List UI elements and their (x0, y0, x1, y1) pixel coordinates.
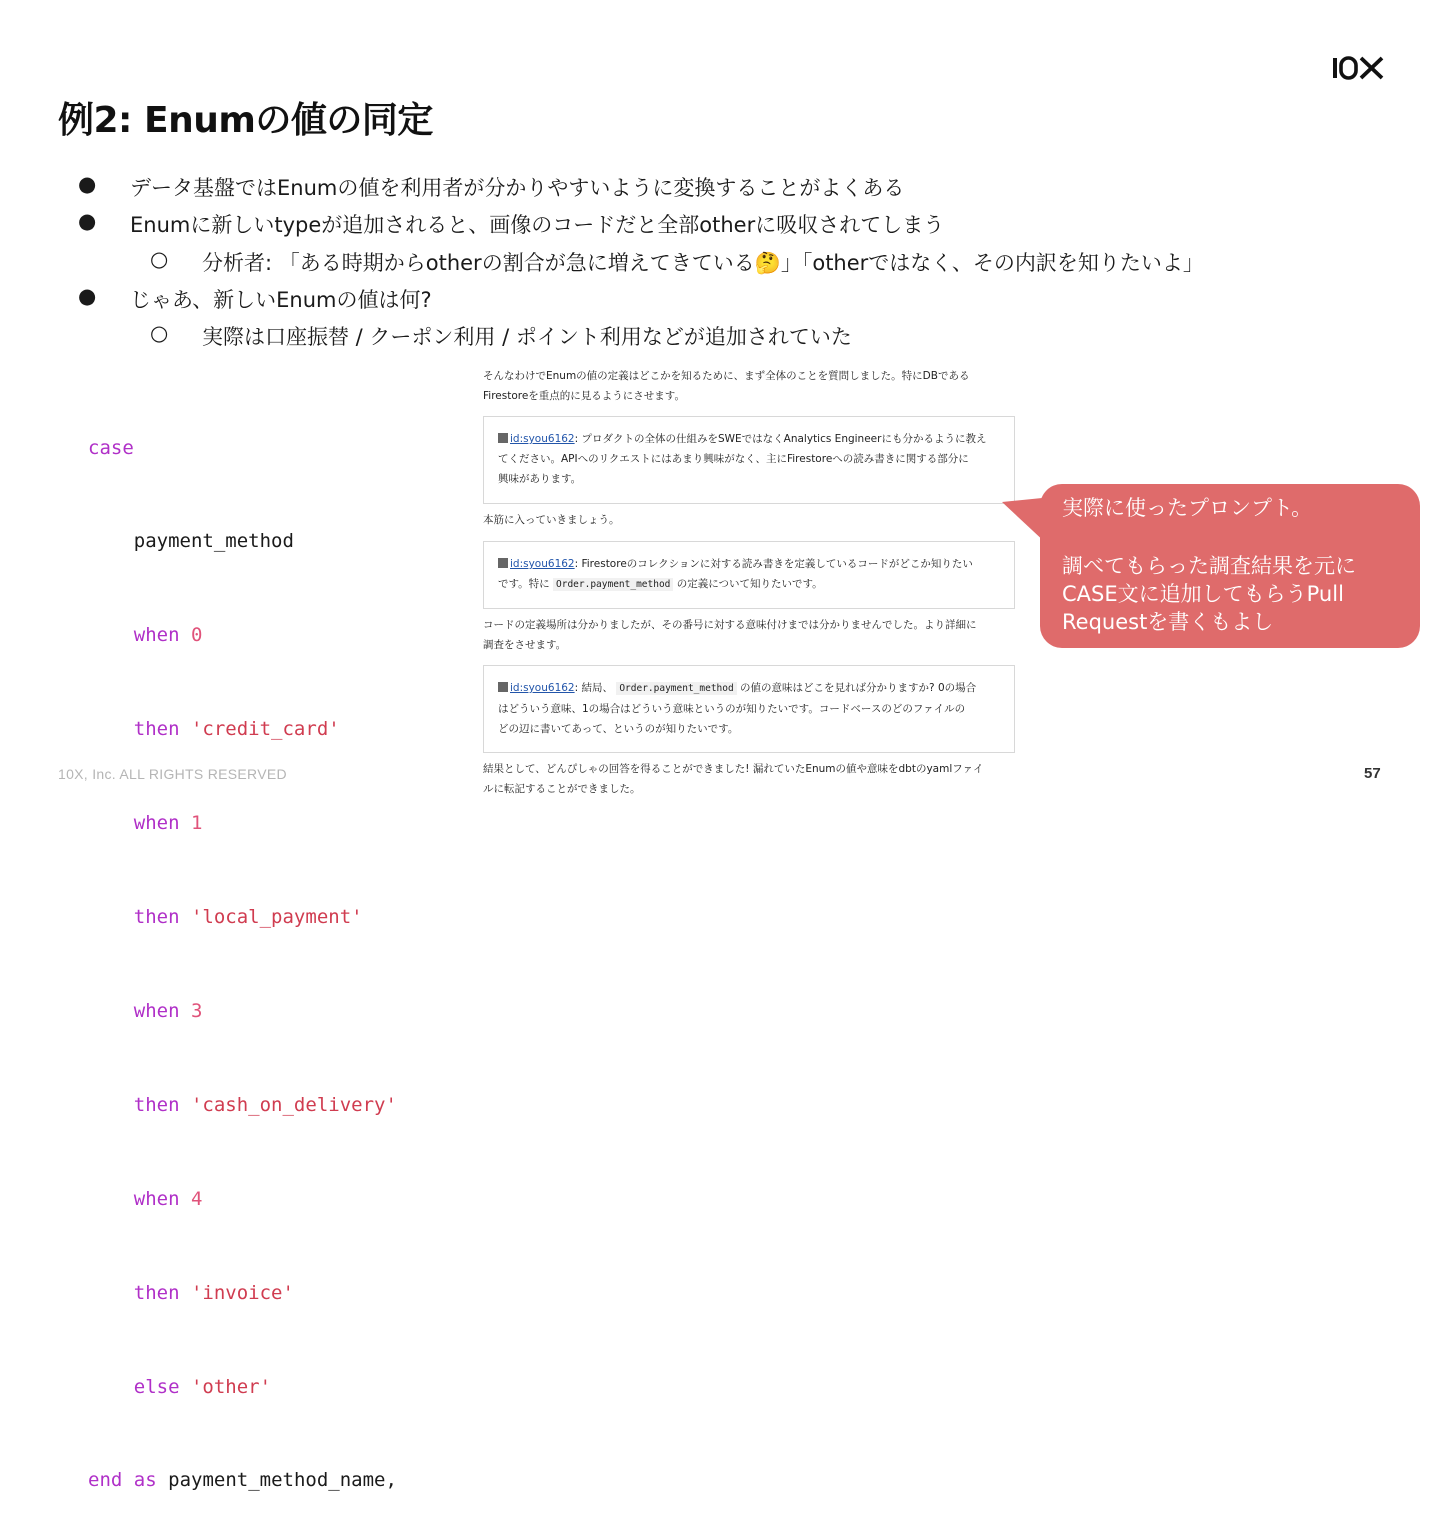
sub-bullet-marker: ○ (150, 247, 169, 271)
prompt-box (483, 541, 1015, 609)
chat-paragraph: そんなわけでEnumの値の定義はどこかを知るために、まず全体のことを質問しました。特にDBである Firestoreを重点的に見るようにさせます。 (483, 370, 970, 402)
code-line: then 'local_payment' (133, 906, 363, 929)
slide-title: 例2: Enumの値の同定 (58, 100, 433, 141)
prompt-message: id:syou6162: プロダクトの全体の仕組みをSWEではなくAnalytics Engineerにも分かるように教え てください。APIへのリクエストにはあまり興味がなく、主にFirestoreへの読み書きに関する部分に 興味があります。 (498, 433, 987, 485)
10x-logo (1332, 56, 1384, 80)
callout-text: Requestを書くもよし (1062, 610, 1274, 634)
user-avatar-icon (498, 682, 508, 692)
chat-paragraph: コードの定義場所は分かりましたが、その番号に対する意味付けまでは分かりませんでした。より詳細に 調査をさせます。 (483, 619, 977, 651)
user-id-link[interactable]: id:syou6162 (510, 682, 575, 694)
page-number: 57 (1364, 765, 1381, 782)
bullet-marker: ● (78, 284, 97, 308)
user-id-link[interactable]: id:syou6162 (510, 558, 575, 570)
code-line: then 'credit_card' (133, 718, 340, 741)
sub-bullet-text: 実際は口座振替 / クーポン利用 / ポイント利用などが追加されていた (202, 325, 852, 349)
sql-code-block (88, 370, 397, 1528)
callout-bubble (1040, 484, 1420, 648)
code-line: when 3 (133, 999, 203, 1022)
bullet-text: データ基盤ではEnumの値を利用者が分かりやすいように変換することがよくある (130, 176, 905, 200)
code-line: case (88, 436, 134, 459)
sub-bullet-text: 分析者: 「ある時期からotherの割合が急に増えてきている🤔」「otherではなく、その内訳を知りたいよ」 (202, 251, 1204, 275)
code-line: payment_method (133, 530, 294, 553)
user-avatar-icon (498, 558, 508, 568)
code-line: then 'cash_on_delivery' (133, 1093, 397, 1116)
callout-text: 実際に使ったプロンプト。 (1062, 496, 1313, 520)
bullet-text: Enumに新しいtypeが追加されると、画像のコードだと全部otherに吸収されてしまう (130, 213, 945, 237)
bullet-text: じゃあ、新しいEnumの値は何? (130, 288, 432, 312)
code-line: when 1 (133, 812, 203, 835)
bullet-marker: ● (78, 172, 97, 196)
chat-paragraph: 本筋に入っていきましょう。 (483, 514, 620, 526)
prompt-message: id:syou6162: 結局、 Order.payment_method の値の意味はどこを見れば分かりますか? 0の場合 はどういう意味、1の場合はどういう意味というのが知りたいです。コードベースのどのファイルの どの辺に書いてあって、というのが知りたいです。 (498, 682, 977, 735)
code-line: else 'other' (133, 1375, 272, 1398)
callout-text: 調べてもらった調査結果を元に (1062, 554, 1356, 578)
code-line: then 'invoice' (133, 1281, 294, 1304)
prompt-box (483, 416, 1015, 504)
code-line: when 4 (133, 1187, 203, 1210)
chat-paragraph: 結果として、どんぴしゃの回答を得ることができました! 漏れていたEnumの値や意味をdbtのyamlファイ ルに転記することができました。 (483, 763, 984, 795)
callout-text: CASE文に追加してもらうPull (1062, 582, 1344, 606)
bullet-marker: ● (78, 209, 97, 233)
footer-copyright: 10X, Inc. ALL RIGHTS RESERVED (58, 766, 287, 782)
user-id-link[interactable]: id:syou6162 (510, 433, 575, 445)
sub-bullet-marker: ○ (150, 321, 169, 345)
code-line: when 0 (133, 624, 203, 647)
prompt-box (483, 665, 1015, 753)
prompt-message: id:syou6162: Firestoreのコレクションに対する読み書きを定義しているコードがどこか知りたい です。特に Order.payment_method の定義について知りたいです。 (498, 558, 973, 590)
user-avatar-icon (498, 433, 508, 443)
code-line: end as payment_method_name, (88, 1469, 397, 1492)
